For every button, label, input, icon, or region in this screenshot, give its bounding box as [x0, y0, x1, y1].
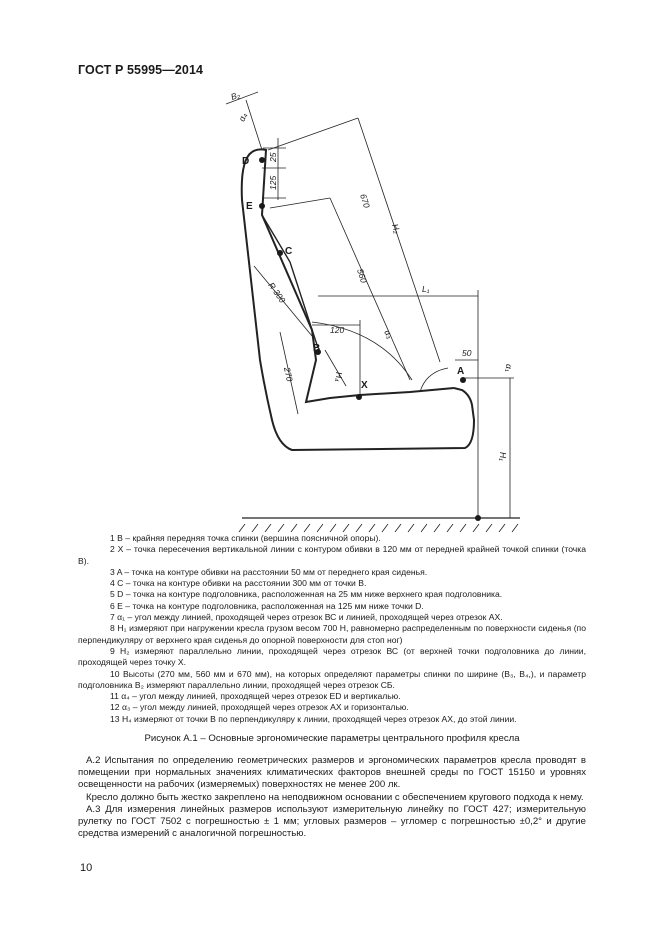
dim-h2: H₂ — [390, 222, 403, 235]
dim-560: 560 — [355, 267, 369, 285]
note-4: 4 C – точка на контуре обивки на расстоянии 300 мм от точки В. — [110, 578, 367, 589]
dim-alpha3: α₃ — [382, 328, 396, 341]
dim-h1: H₁ — [498, 452, 508, 461]
point-c-label: C — [285, 246, 293, 257]
note-9: 9 H₂ измеряют параллельно линии, проходящей через отрезок ВС (от верхней точки подголовника до линии, проходящей через точку Х. — [78, 645, 586, 668]
document-header: ГОСТ Р 55995—2014 — [78, 63, 204, 77]
body-text — [78, 755, 586, 840]
note-1: 1 B – крайняя передняя точка спинки (вершина поясничной опоры). — [110, 533, 381, 543]
page-number: 10 — [80, 862, 93, 874]
chair-inner-contour — [252, 149, 454, 402]
dim-120: 120 — [330, 325, 345, 335]
floor-hatching — [239, 524, 518, 532]
paragraph-mounting: Кресло должно быть жестко закреплено на неподвижном основании с обеспечением кругового подхода к нему. — [86, 791, 584, 803]
paragraph-a3: А.3 Для измерения линейных размеров используют измерительную линейку по ГОСТ 427; измерительную рулетку по ГОСТ 7502 с погрешностью ± 1 мм; угловых размеров – угломер с погрешностью ±0,2° и другие средства измерений с аналогичной погрешностью. — [78, 803, 586, 840]
dim-h4: H₄ — [334, 372, 344, 382]
note-10: 10 Высоты (270 мм, 560 мм и 670 мм), на которых определяют параметры спинки по ширине (B₃, B₄,), и параметр подголовника B₂ измеряют параллельно линии, проходящей через отрезок СБ. — [78, 668, 586, 690]
dim-25: 25 — [268, 152, 278, 162]
h2-dimension-line — [358, 118, 440, 362]
dim-b2: B₂ — [229, 89, 242, 102]
note-13: 13 H₄ измеряют от точки В по перпендикуляру к линии, проходящей через отрезок АХ, до этой линии. — [110, 713, 517, 724]
dim-alpha1: α₁ — [504, 364, 514, 372]
point-a-label: A — [457, 366, 465, 377]
point-d-label: D — [242, 156, 250, 167]
dim-alpha4: α₄ — [236, 111, 249, 123]
chair-outer-contour — [242, 152, 474, 450]
point-x-label: X — [361, 380, 368, 391]
note-5: 5 D – точка на контуре подголовника, расположенная на 25 мм ниже верхнего края подголовника. — [110, 589, 503, 600]
point-b-label: B — [313, 343, 321, 354]
dim-270: 270 — [282, 366, 295, 383]
note-12: 12 α₃ – угол между линией, проходящей через отрезок АХ и горизонталью. — [110, 702, 409, 713]
dim-50: 50 — [462, 348, 472, 358]
dim-670: 670 — [358, 192, 372, 210]
note-8: 8 H₁ измеряют при нагружении кресла грузом весом 700 Н, равномерно распределенным по поверхности сиденья (по перпендикуляру от верхнего края сиденья до опорной поверхности для стоп ног) — [78, 623, 586, 645]
dim-r300: R 300 — [266, 280, 288, 305]
note-6: 6 E – точка на контуре подголовника, расположенная на 125 мм ниже точки D. — [110, 600, 424, 611]
note-7: 7 α₁ – угол между линией, проходящей через отрезок ВС и линией, проходящей через отрезок АХ. — [110, 612, 503, 623]
point-e-label: E — [246, 201, 253, 212]
dim-125: 125 — [268, 175, 278, 190]
note-11: 11 α₄ – угол между линией, проходящей через отрезок ED и вертикалью. — [110, 691, 401, 702]
note-3: 3 A – точка на контуре обивки на расстоянии 50 мм от переднего края сиденья. — [110, 566, 428, 577]
figure-notes — [78, 533, 586, 725]
note-2: 2 X – точка пересечения вертикальной линии с контуром обивки в 120 мм от передней крайней точкой спинки (точка В). — [78, 544, 586, 566]
dim-l1: L₁ — [422, 284, 430, 294]
paragraph-a2: А.2 Испытания по определению геометрических размеров и эргономических параметров кресла проводят в помещении при нормальных значениях климатических факторов внешней среды по ГОСТ 15150 и уровнях освещенности на рабочих (измеряемых) поверхностях не менее 200 лк. — [78, 755, 586, 791]
figure-caption: Рисунок А.1 – Основные эргономические параметры центрального профиля кресла — [144, 733, 520, 744]
